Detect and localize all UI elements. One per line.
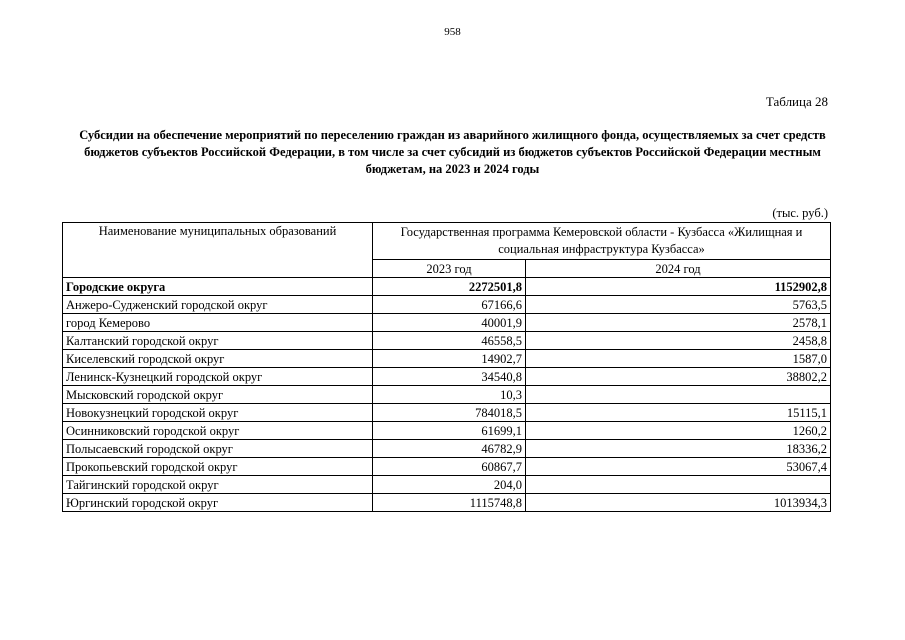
value-2024-cell: 18336,2 [526, 440, 831, 458]
table-label: Таблица 28 [765, 94, 828, 109]
value-2023-cell: 784018,5 [373, 404, 526, 422]
table-row [63, 350, 831, 368]
municipality-name-cell: город Кемерово [63, 314, 373, 332]
total-row [63, 278, 831, 296]
table-row [63, 368, 831, 386]
table-row [63, 386, 831, 404]
value-2024-cell: 2578,1 [526, 314, 831, 332]
municipality-name-cell: Киселевский городской округ [63, 350, 373, 368]
value-2024-cell: 1013934,3 [526, 494, 831, 512]
value-2024-cell: 2458,8 [526, 332, 831, 350]
value-2024-cell [526, 476, 831, 494]
table-row [63, 494, 831, 512]
total-2023-cell: 2272501,8 [373, 278, 526, 296]
value-2023-cell: 61699,1 [373, 422, 526, 440]
value-2024-cell: 53067,4 [526, 458, 831, 476]
table-row [63, 332, 831, 350]
table-row [63, 422, 831, 440]
column-header-2024: 2024 год [526, 260, 831, 278]
value-2023-cell: 67166,6 [373, 296, 526, 314]
value-2023-cell: 1115748,8 [373, 494, 526, 512]
value-2023-cell: 46558,5 [373, 332, 526, 350]
total-name-cell: Городские округа [63, 278, 373, 296]
value-2024-cell: 1587,0 [526, 350, 831, 368]
value-2023-cell: 60867,7 [373, 458, 526, 476]
table-row [63, 404, 831, 422]
value-2023-cell: 34540,8 [373, 368, 526, 386]
column-header-2023: 2023 год [373, 260, 526, 278]
municipality-name-cell: Юргинский городской округ [63, 494, 373, 512]
municipality-name-cell: Осинниковский городской округ [63, 422, 373, 440]
units-label: (тыс. руб.) [772, 206, 828, 220]
municipality-name-cell: Новокузнецкий городской округ [63, 404, 373, 422]
value-2023-cell: 46782,9 [373, 440, 526, 458]
column-header-municipality: Наименование муниципальных образований [63, 223, 373, 278]
total-2024-cell: 1152902,8 [526, 278, 831, 296]
value-2024-cell: 15115,1 [526, 404, 831, 422]
value-2024-cell: 5763,5 [526, 296, 831, 314]
column-header-program: Государственная программа Кемеровской области - Кузбасса «Жилищная и социальная инфраструктура Кузбасса» [373, 223, 831, 260]
document-title: Субсидии на обеспечение мероприятий по переселению граждан из аварийного жилищного фонда, осуществляемых за счет средств бюджетов субъектов Российской Федерации, в том числе за счет субсидий из бюджетов субъектов Российской Федерации местным бюджетам, на 2023 и 2024 годы [79, 128, 826, 176]
municipality-name-cell: Анжеро-Судженский городской округ [63, 296, 373, 314]
municipality-name-cell: Прокопьевский городской округ [63, 458, 373, 476]
value-2023-cell: 10,3 [373, 386, 526, 404]
municipality-name-cell: Калтанский городской округ [63, 332, 373, 350]
table-row [63, 458, 831, 476]
page-number: 958 [444, 26, 461, 38]
value-2024-cell [526, 386, 831, 404]
value-2023-cell: 14902,7 [373, 350, 526, 368]
subsidies-table [62, 222, 831, 512]
value-2023-cell: 204,0 [373, 476, 526, 494]
municipality-name-cell: Ленинск-Кузнецкий городской округ [63, 368, 373, 386]
table-header-row [63, 223, 831, 260]
municipality-name-cell: Тайгинский городской округ [63, 476, 373, 494]
value-2024-cell: 1260,2 [526, 422, 831, 440]
table-row [63, 314, 831, 332]
table-row [63, 440, 831, 458]
value-2023-cell: 40001,9 [373, 314, 526, 332]
municipality-name-cell: Полысаевский городской округ [63, 440, 373, 458]
table-row [63, 476, 831, 494]
table-row [63, 296, 831, 314]
value-2024-cell: 38802,2 [526, 368, 831, 386]
municipality-name-cell: Мысковский городской округ [63, 386, 373, 404]
